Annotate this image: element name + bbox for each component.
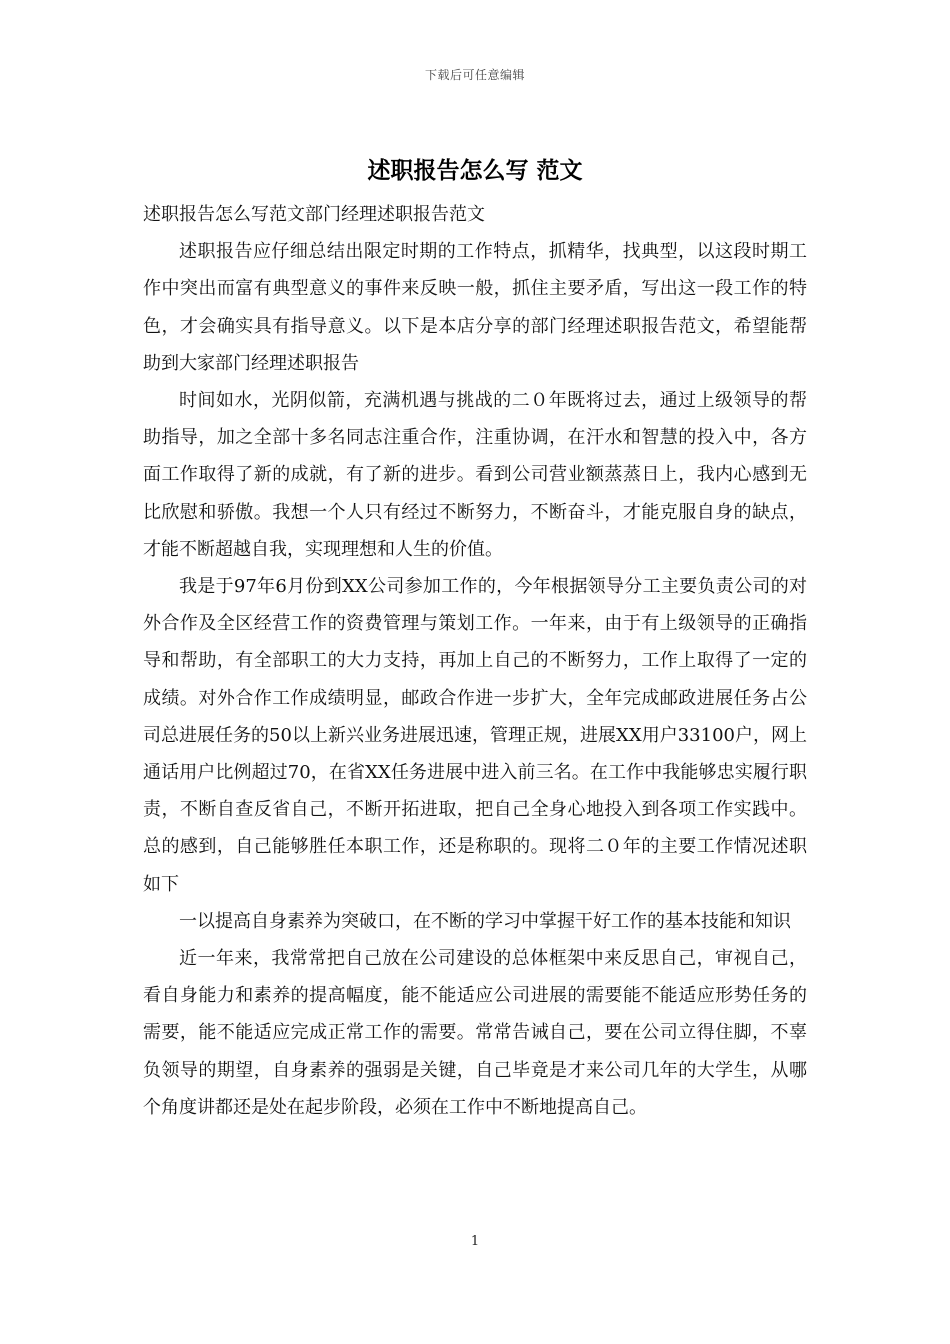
body-paragraph: 我是于97年6月份到XX公司参加工作的，今年根据领导分工主要负责公司的对外合作及全区经营工作的资费管理与策划工作。一年来，由于有上级领导的正确指导和帮助，有全部职工的大力支持，再加上自己的不断努力，工作上取得了一定的成绩。对外合作工作成绩明显，邮政合作进一步扩大，全年完成邮政进展任务占公司总进展任务的50以上新兴业务进展迅速，管理正规，进展XX用户33100户，网上通话用户比例超过70，在省XX任务进展中进入前三名。在工作中我能够忠实履行职责，不断自查反省自己，不断开拓进取，把自己全身心地投入到各项工作实践中。总的感到，自己能够胜任本职工作，还是称职的。现将二０年的主要工作情况述职如下 <box>143 576 807 895</box>
header-note: 下载后可任意编辑 <box>424 68 525 82</box>
document-title: 述职报告怎么写 范文 <box>367 157 583 184</box>
section-heading-paragraph: 一以提高自身素养为突破口，在不断的学习中掌握干好工作的基本技能和知识 <box>179 910 791 932</box>
page-number: 1 <box>470 1234 480 1249</box>
body-paragraph: 时间如水，光阴似箭，充满机遇与挑战的二０年既将过去，通过上级领导的帮助指导，加之全部十多名同志注重合作，注重协调，在汗水和智慧的投入中，各方面工作取得了新的成就，有了新的进步。看到公司营业额蒸蒸日上，我内心感到无比欣慰和骄傲。我想一个人只有经过不断努力，不断奋斗，才能克服自身的缺点，才能不断超越自我，实现理想和人生的价值。 <box>143 390 807 560</box>
document-body <box>143 196 807 1126</box>
body-paragraph: 近一年来，我常常把自己放在公司建设的总体框架中来反思自己，审视自己，看自身能力和素养的提高幅度，能不能适应公司进展的需要能不能适应形势任务的需要，能不能适应完成正常工作的需要。常常告诫自己，要在公司立得住脚，不辜负领导的期望，自身素养的强弱是关键，自己毕竟是才来公司几年的大学生，从哪个角度讲都还是处在起步阶段，必须在工作中不断地提高自己。 <box>143 948 807 1118</box>
body-paragraph: 述职报告应仔细总结出限定时期的工作特点，抓精华，找典型，以这段时期工作中突出而富有典型意义的事件来反映一般，抓住主要矛盾，写出这一段工作的特色，才会确实具有指导意义。以下是本店分享的部门经理述职报告范文，希望能帮助到大家部门经理述职报告 <box>143 241 807 374</box>
subtitle-paragraph: 述职报告怎么写范文部门经理述职报告范文 <box>143 204 485 225</box>
